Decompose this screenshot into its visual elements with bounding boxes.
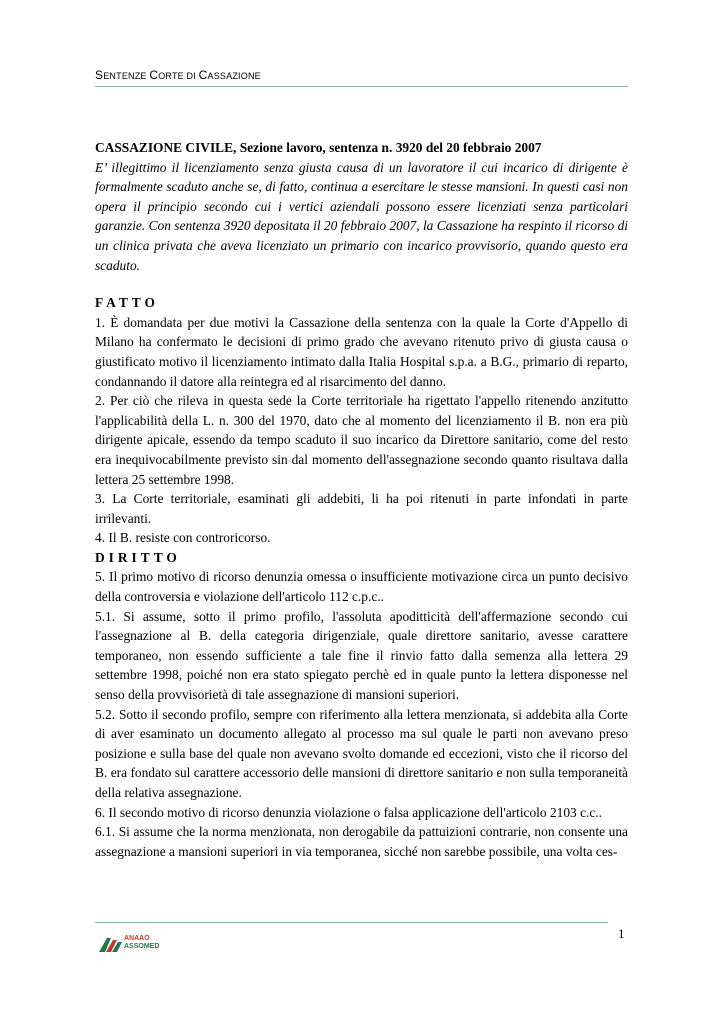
paragraph: 6. Il secondo motivo di ricorso denunzia violazione o falsa applicazione dell'articolo 2103 c.c..: [95, 804, 603, 820]
page-number: 1: [618, 926, 625, 941]
paragraph: 5. Il primo motivo di ricorso denunzia omessa o insufficiente motivazione circa un punto decisivo della controversia e violazione dell'articolo 112 c.p.c..: [95, 569, 628, 605]
header-text-part: ASSAZIONE: [207, 71, 261, 81]
document-title: CASSAZIONE CIVILE, Sezione lavoro, sentenza n. 3920 del 20 febbraio 2007: [95, 140, 542, 155]
logo-line-2: ASSOMED: [124, 943, 160, 950]
header-text-part: ENTENZE: [103, 71, 150, 81]
document-body: [95, 138, 628, 861]
paragraph: 3. La Corte territoriale, esaminati gli addebiti, li ha poi ritenuti in parte infondati in parte irrilevanti.: [95, 491, 628, 526]
running-header: [95, 68, 628, 82]
footer-rule: [95, 922, 608, 923]
paragraph: 2. Per ciò che rileva in questa sede la Corte territoriale ha rigettato l'appello ritenendo anzitutto l'applicabilità della L. n. 300 del 1970, dato che al momento del licenziamento il B. non era più dirigente apicale, essendo da tempo scaduto il suo incarico da Direttore sanitario, come del resto era inequivocabilmente previsto sin dal momento dell'assegnazione secondo quanto risultava dalla lettera 25 settembre 1998.: [95, 393, 628, 487]
logo-line-1: ANAAO: [124, 935, 150, 942]
paragraph: 4. Il B. resiste con controricorso.: [95, 530, 271, 546]
header-text-part: C: [198, 68, 208, 82]
header-text-part: C: [149, 68, 159, 82]
paragraph: 6.1. Si assume che la norma menzionata, non derogabile da pattuizioni contrarie, non consente una assegnazione a mansioni superiori in via temporanea, sicché non sarebbe possibile, una volta ces-: [95, 824, 628, 859]
paragraph: 5.2. Sotto il secondo profilo, sempre con riferimento alla lettera menzionata, si addebita alla Corte di aver esaminato un documento allegato al processo ma sul quale le parti non avevano preso posizione e sulla base del quale non avevano svolto domande ed eccezioni, visto che il ricorso del B. era fondato sul carattere accessorio delle mansioni di direttore sanitario e non sulla temporaneità della relativa assegnazione.: [95, 706, 628, 800]
header-text-part: S: [95, 68, 104, 82]
paragraph: 5.1. Si assume, sotto il primo profilo, l'assoluta apoditticità dell'affermazione secondo cui l'assegnazione al B. della categoria dirigenziale, quale direttore sanitario, avesse carattere temporaneo, non essendo sufficiente a tale fine il rinvio fatto dalla semenza alla lettera 29 settembre 1998, poiché non era stato spiegato perchè ed in quale punto la lettera disponesse nel senso della provvisorietà di tale assegnazione di mansioni superiori.: [95, 608, 628, 703]
section-heading-fatto: FATTO: [95, 295, 159, 311]
section-heading-diritto: DIRITTO: [95, 549, 181, 565]
header-rule: [95, 86, 628, 87]
paragraph: 1. È domandata per due motivi la Cassazione della sentenza con la quale la Corte d'Appello di Milano ha confermato le decisioni di primo grado che avevano ritenuto privo di giusta causa o giustificato motivo il licenziamento intimato dalla Italia Hospital s.p.a. a B.G., primario di reparto, condannando il datore alla reintegra ed al risarcimento del danno.: [95, 314, 628, 389]
abstract: E’ illegittimo il licenziamento senza giusta causa di un lavoratore il cui incarico di dirigente è formalmente scaduto anche se, di fatto, continua a esercitare le stesse mansioni. In questi casi non opera il principio secondo cui i vertici aziendali possono essere licenziati senza particolari garanzie. Con sentenza 3920 depositata il 20 febbraio 2007, la Cassazione ha respinto il ricorso di un clinica privata che aveva licenziato un primario con incarico provvisorio, quando questo era scaduto.: [95, 159, 628, 273]
header-text-part: ORTE DI: [158, 71, 199, 81]
logo-text: [124, 935, 159, 951]
